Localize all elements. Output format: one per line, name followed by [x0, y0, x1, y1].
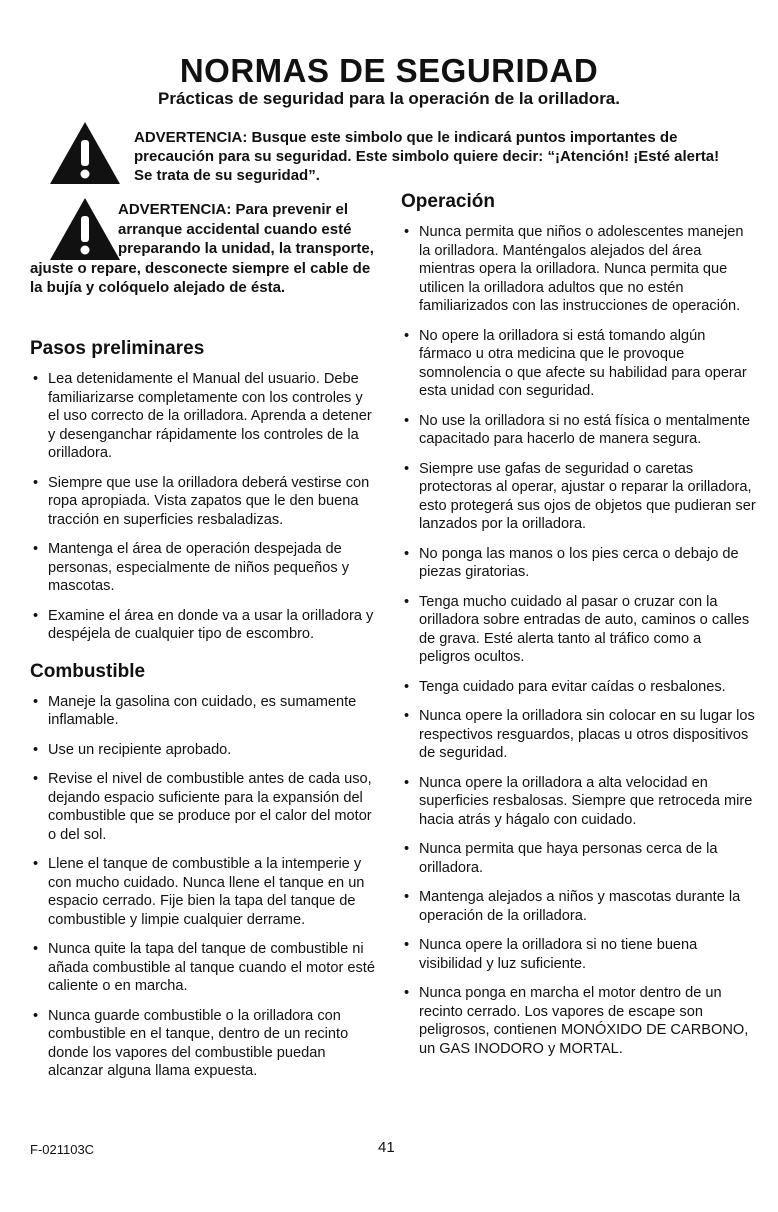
section-heading-combustible: Combustible: [30, 660, 146, 682]
list-item: • Tenga mucho cuidado al pasar o cruzar con la orilladora sobre entradas de auto, caminos o calles de grava. Esté alerta tanto al tráfico como a peligros ocultos.: [401, 593, 756, 667]
right-column: [401, 191, 756, 1069]
list-item: • Nunca ponga en marcha el motor dentro de un recinto cerrado. Los vapores de escape son peligrosos, contienen MONÓXIDO DE CARBONO, un GAS INODORO y MORTAL.: [401, 984, 756, 1058]
list-item: • Siempre que use la orilladora deberá vestirse con ropa apropiada. Vista zapatos que le den buena tracción en superficies resbaladizas.: [30, 474, 375, 530]
list-item: • Nunca quite la tapa del tanque de combustible ni añada combustible al tanque cuando el motor esté caliente o en marcha.: [30, 940, 375, 996]
section-heading-operacion: Operación: [401, 191, 495, 212]
page-title: NORMAS DE SEGURIDAD: [179, 52, 599, 89]
page-subtitle: Prácticas de seguridad para la operación de la orilladora.: [157, 89, 620, 108]
pasos-list: [30, 370, 375, 644]
list-item: • Mantenga el área de operación despejada de personas, especialmente de niños pequeños y mascotas.: [30, 540, 375, 596]
list-item: • No opere la orilladora si está tomando algún fármaco u otra medicina que le provoque somnolencia o que afecte su habilidad para operar esta unidad con seguridad.: [401, 327, 756, 401]
list-item: • Nunca permita que haya personas cerca de la orilladora.: [401, 840, 756, 877]
left-column: [30, 338, 375, 1092]
page-number: 41: [378, 1139, 395, 1156]
list-item: • Nunca opere la orilladora sin colocar en su lugar los respectivos resguardos, placas u otros dispositivos de seguridad.: [401, 707, 756, 763]
list-item: • Examine el área en donde va a usar la orilladora y despéjela de cualquier tipo de escombro.: [30, 607, 375, 644]
list-item: • No use la orilladora si no está física o mentalmente capacitado para hacerlo de manera segura.: [401, 412, 756, 449]
list-item: • Tenga cuidado para evitar caídas o resbalones.: [401, 678, 756, 697]
warning-spark-plug-text: ADVERTENCIA: Para prevenir el arranque accidental cuando esté preparando la unidad, la transporte, ajuste o repare, desconecte siempre el cable de la bujía y colóquelo alejado de ésta.: [30, 201, 374, 296]
list-item: • No ponga las manos o los pies cerca o debajo de piezas giratorias.: [401, 545, 756, 582]
list-item: • Siempre use gafas de seguridad o caretas protectoras al operar, ajustar o reparar la orilladora, esto protegerá sus ojos de objetos que pudieran ser lanzados por la orilladora.: [401, 460, 756, 534]
section-heading-pasos: Pasos preliminares: [30, 338, 205, 359]
warning-spark-plug: [30, 200, 375, 298]
list-item: • Use un recipiente aprobado.: [30, 741, 375, 760]
list-item: • Mantenga alejados a niños y mascotas durante la operación de la orilladora.: [401, 888, 756, 925]
combustible-list: [30, 693, 375, 1081]
list-item: • Nunca opere la orilladora a alta velocidad en superficies resbalosas. Siempre que retroceda mire hacia atrás y hágalo con cuidado.: [401, 774, 756, 830]
list-item: • Lea detenidamente el Manual del usuario. Debe familiarizarse completamente con los controles y el uso correcto de la orilladora. Aprenda a detener y desenganchar rápidamente los controles de la orilladora.: [30, 370, 375, 463]
list-item: • Nunca permita que niños o adolescentes manejen la orilladora. Manténgalos alejados del área mientras opera la orilladora. Nunca permita que utilicen la orilladora adultos que no estén familiarizados con las instrucciones de operación.: [401, 223, 756, 316]
operacion-list: [401, 223, 756, 1058]
list-item: • Revise el nivel de combustible antes de cada uso, dejando espacio suficiente para la expansión del combustible que se produce por el calor del motor o del sol.: [30, 770, 375, 844]
warning-general: ADVERTENCIA: Busque este simbolo que le indicará puntos importantes de precaución para su seguridad. Este simbolo quiere decir: “¡Atención! ¡Esté alerta! Se trata de su seguridad”.: [134, 129, 720, 184]
list-item: • Llene el tanque de combustible a la intemperie y con mucho cuidado. Nunca llene el tanque en un espacio cerrado. Fije bien la tapa del tanque de combustible y limpie cualquier derrame.: [30, 855, 375, 929]
list-item: • Nunca opere la orilladora si no tiene buena visibilidad y luz suficiente.: [401, 936, 756, 973]
list-item: • Maneje la gasolina con cuidado, es sumamente inflamable.: [30, 693, 375, 730]
warning-triangle-icon: [48, 120, 122, 186]
list-item: • Nunca guarde combustible o la orilladora con combustible en el tanque, dentro de un recinto donde los vapores del combustible puedan alcanzar alguna llama expuesta.: [30, 1007, 375, 1081]
document-code: F-021103C: [30, 1142, 95, 1157]
